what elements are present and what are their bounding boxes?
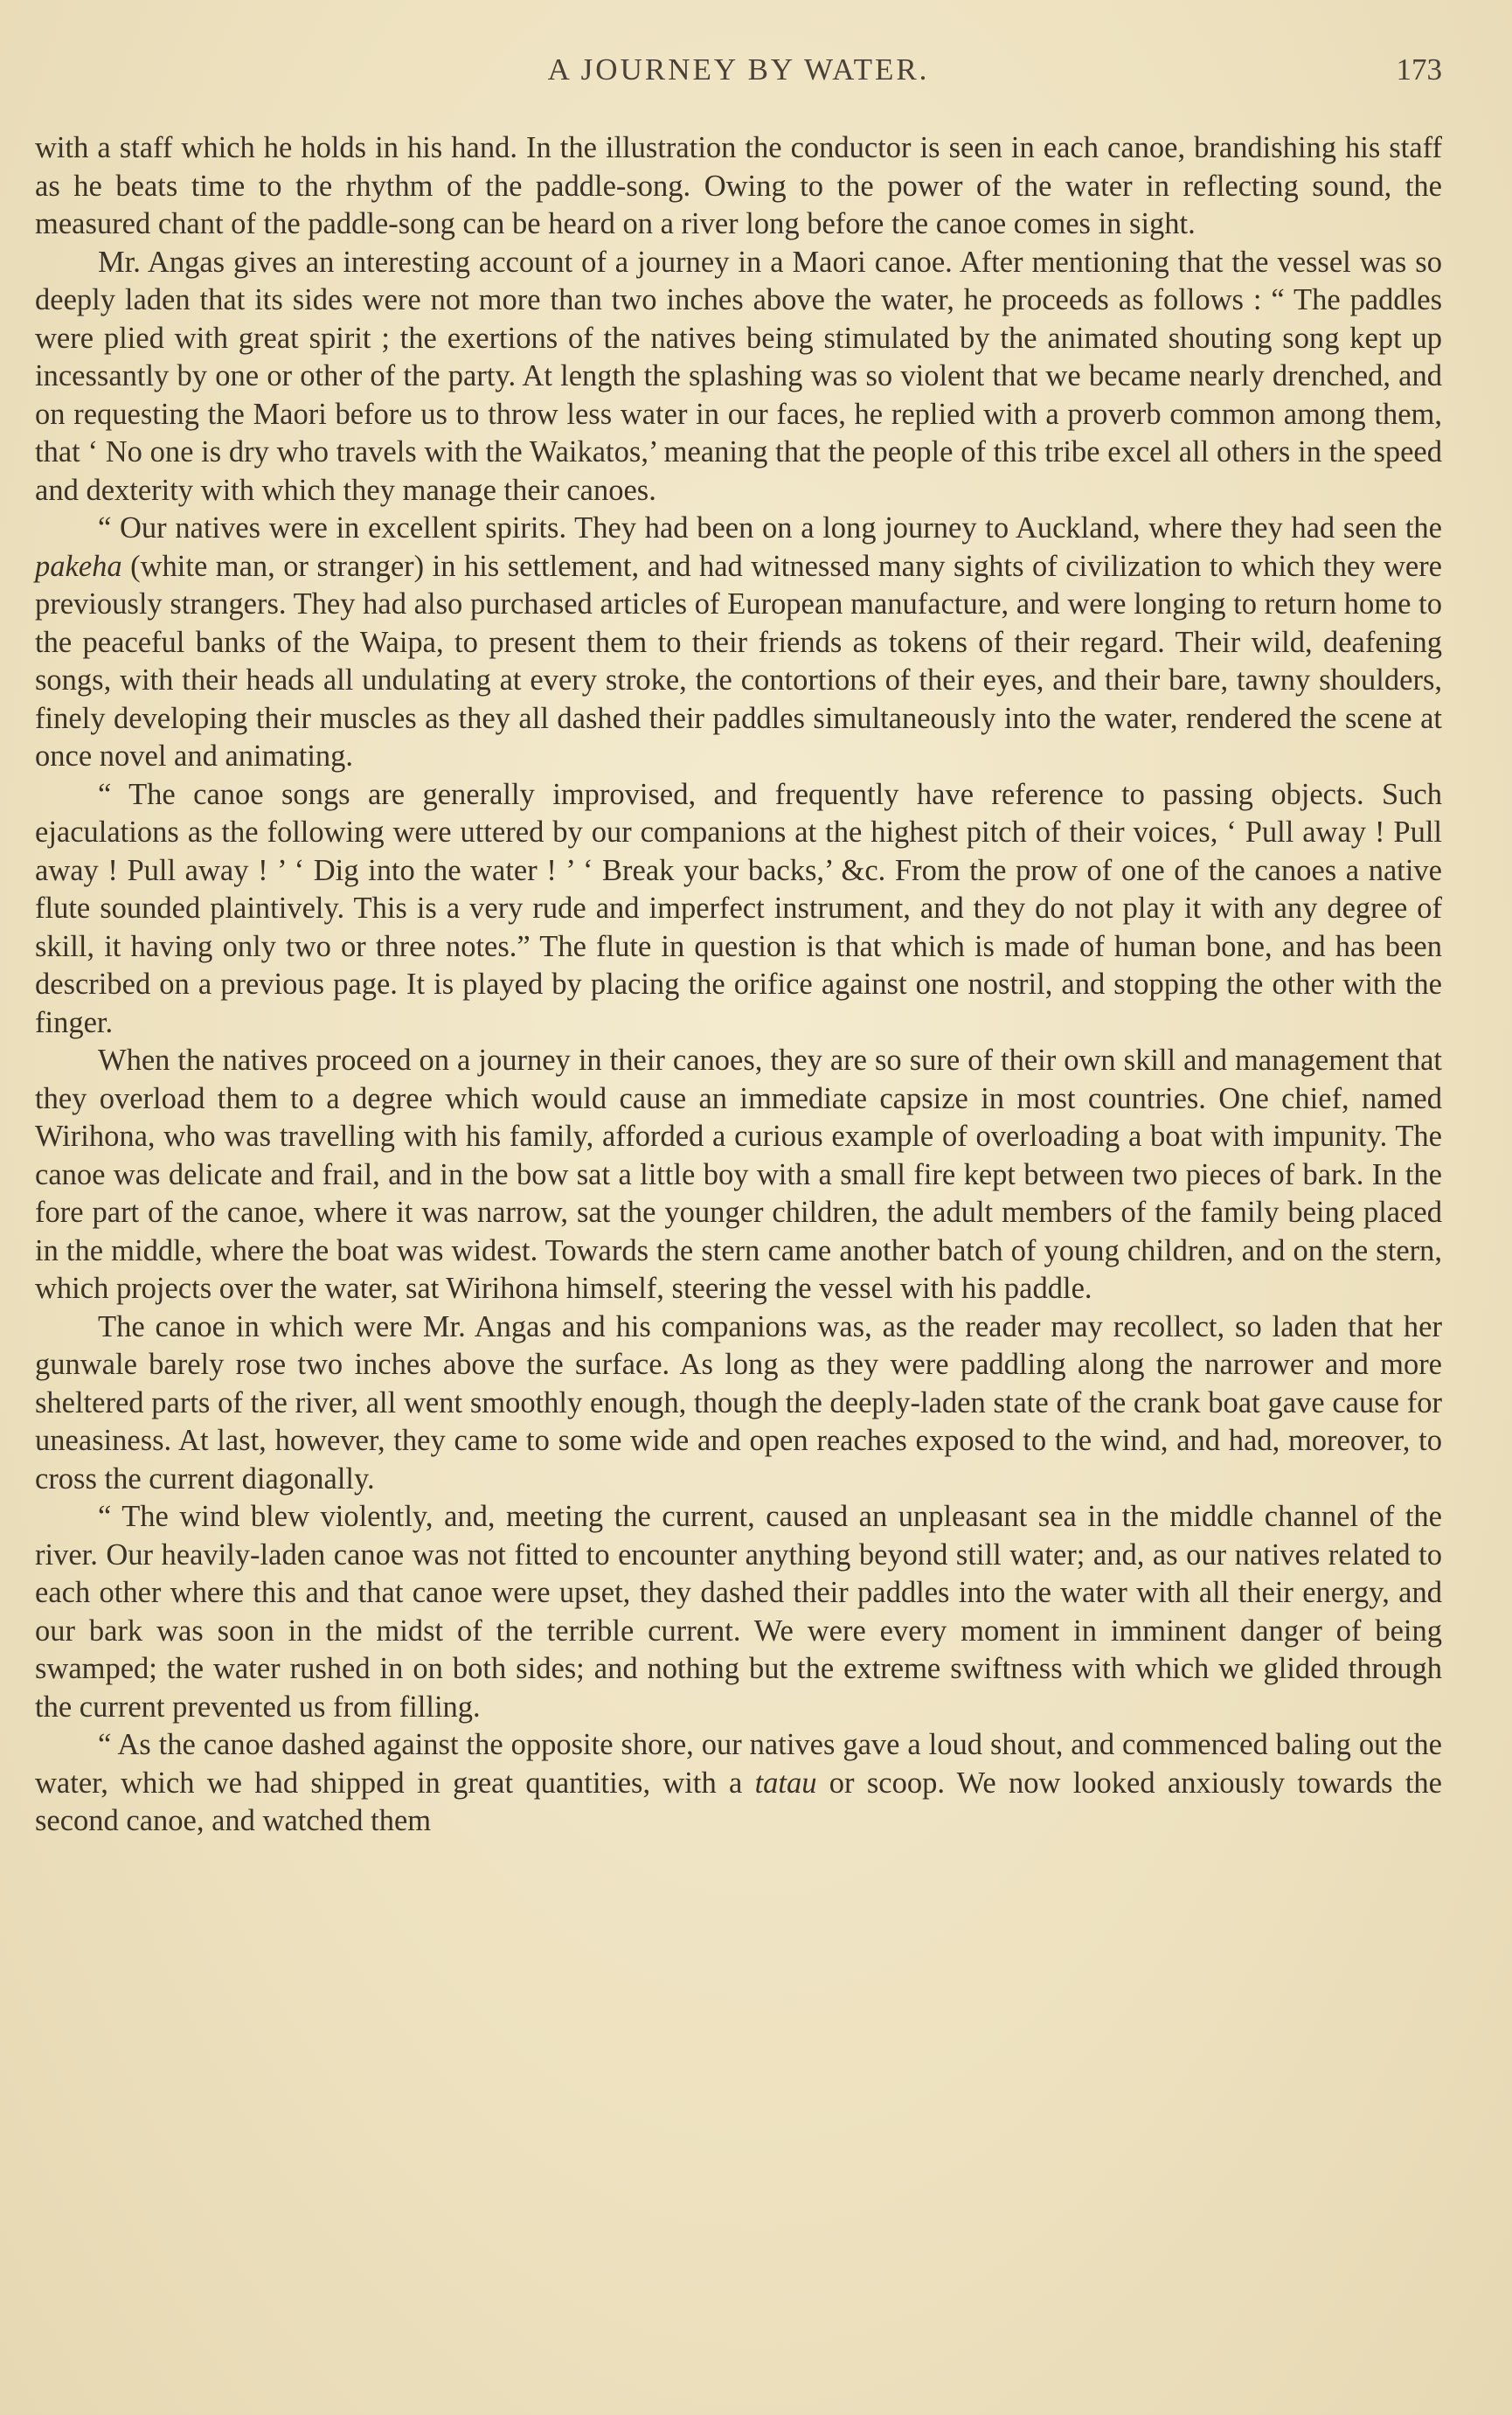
running-title: A JOURNEY BY WATER. [547, 52, 930, 87]
paragraph-3-text-b: (white man, or stranger) in his settlement, and had witnessed many sights of civilization to which they were previously strangers. They had also purchased articles of European manufacture, and were longing to return home to the peaceful banks of the Waipa, to present them to their friends as tokens of their regard. Their wild, deafening songs, with their heads all undulating at every stroke, the contortions of their eyes, and their bare, tawny shoulders, finely developing their muscles as they all dashed their paddles simultaneously into the water, rendered the scene at once novel and animating. [35, 549, 1442, 773]
paragraph-5: When the natives proceed on a journey in their canoes, they are so sure of their own skill and management that they overload them to a degree which would cause an immediate capsize in most countries. One chief, named Wirihona, who was travelling with his family, afforded a curious example of overloading a boat with impunity. The canoe was delicate and frail, and in the bow sat a little boy with a small fire kept between two pieces of bark. In the fore part of the canoe, where it was narrow, sat the younger children, the adult members of the family being placed in the middle, where the boat was widest. Towards the stern came another batch of young children, and on the stern, which projects over the water, sat Wirihona himself, steering the vessel with his paddle. [35, 1044, 1442, 1305]
paragraph-3-italic-word: pakeha [35, 549, 122, 583]
paragraph-8-italic-word: tatau [754, 1766, 817, 1800]
paragraph-2: Mr. Angas gives an interesting account of a journey in a Maori canoe. After mentioning that the vessel was so deeply laden that its sides were not more than two inches above the water, he proceeds as follows : “ The paddles were plied with great spirit ; the exertions of the natives being stimulated by the animated shouting song kept up incessantly by one or other of the party. At length the splashing was so violent that we became nearly drenched, and on requesting the Maori before us to throw less water in our faces, he replied with a proverb common among them, that ‘ No one is dry who travels with the Waikatos,’ meaning that the people of this tribe excel all others in the speed and dexterity with which they manage their canoes. [35, 245, 1442, 507]
body-text [35, 129, 1442, 1841]
paragraph-7: “ The wind blew violently, and, meeting the current, caused an unpleasant sea in the middle channel of the river. Our heavily-laden canoe was not fitted to encounter anything beyond still water; and, as our natives related to each other where this and that canoe were upset, they dashed their paddles into the water with all their energy, and our bark was soon in the midst of the terrible current. We were every moment in imminent danger of being swamped; the water rushed in on both sides; and nothing but the extreme swiftness with which we glided through the current prevented us from filling. [35, 1500, 1442, 1724]
paragraph-8-text-a: “ As the canoe dashed against the opposite shore, our natives gave a loud shout, and commenced baling out the water, which we had shipped in great quantities, with a [35, 1728, 1442, 1800]
paragraph-3-text-a: “ Our natives were in excellent spirits. They had been on a long journey to Auckland, where they had seen the [98, 511, 1442, 545]
paragraph-3 [35, 510, 1442, 776]
paragraph-8 [35, 1726, 1442, 1841]
paragraph-8-text-b: or scoop. We now looked anxiously towards the second canoe, and watched them [35, 1766, 1442, 1837]
paragraph-6: The canoe in which were Mr. Angas and his companions was, as the reader may recollect, so laden that her gunwale barely rose two inches above the surface. As long as they were paddling along the narrower and more sheltered parts of the river, all went smoothly enough, though the deeply-laden state of the crank boat gave cause for uneasiness. At last, however, they came to some wide and open reaches exposed to the wind, and had, moreover, to cross the current diagonally. [35, 1309, 1442, 1495]
running-head [35, 52, 1442, 96]
paragraph-4: “ The canoe songs are generally improvised, and frequently have reference to passing objects. Such ejaculations as the following were uttered by our companions at the highest pitch of their voices, ‘ Pull away ! Pull away ! Pull away ! ’ ‘ Dig into the water ! ’ ‘ Break your backs,’ &c. From the prow of one of the canoes a native flute sounded plaintively. This is a very rude and imperfect instrument, and they do not play it with any degree of skill, it having only two or three notes.” The flute in question is that which is made of human bone, and has been described on a previous page. It is played by placing the orifice against one nostril, and stopping the other with the finger. [35, 777, 1442, 1039]
page-number: 173 [1396, 52, 1442, 87]
paragraph-1: with a staff which he holds in his hand. In the illustration the conductor is seen in each canoe, brandishing his staff as he beats time to the rhythm of the paddle-song. Owing to the power of the water in reflecting sound, the measured chant of the paddle-song can be heard on a river long before the canoe comes in sight. [35, 131, 1442, 240]
